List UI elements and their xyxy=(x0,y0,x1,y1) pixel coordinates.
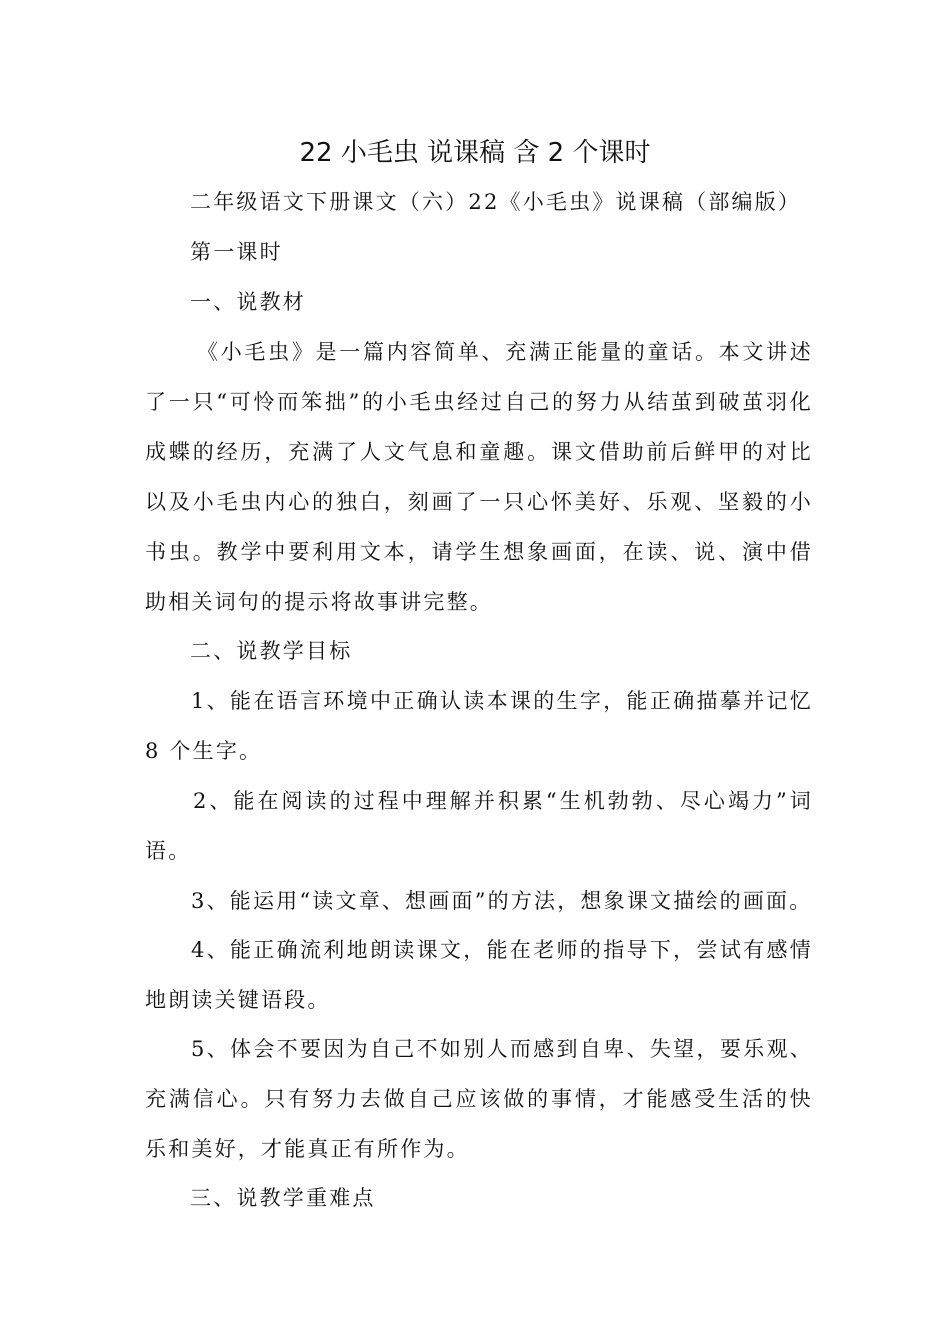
goal-item-4: 4、能正确流利地朗读课文，能在老师的指导下，尝试有感情地朗读关键语段。 xyxy=(145,938,813,1012)
goal-item-3: 3、能运用“读文章、想画面”的方法，想象课文描绘的画面。 xyxy=(191,889,813,913)
section-heading-materials: 一、说教材 xyxy=(190,290,306,314)
lesson-heading: 第一课时 xyxy=(190,240,283,264)
section-heading-goals: 二、说教学目标 xyxy=(190,639,353,663)
section-heading-key-points: 三、说教学重难点 xyxy=(190,1186,376,1210)
goal-item-1: 1、能在语言环境中正确认读本课的生字，能正确描摹并记忆 8 个生字。 xyxy=(145,689,813,763)
document-title: 22 小毛虫 说课稿 含 2 个课时 xyxy=(299,138,651,168)
goal-item-5: 5、体会不要因为自己不如别人而感到自卑、失望，要乐观、充满信心。只有努力去做自己应该做的事情，才能感受生活的快乐和美好，才能真正有所作为。 xyxy=(145,1037,813,1161)
goal-item-2: 2、能在阅读的过程中理解并积累“生机勃勃、尽心竭力”词语。 xyxy=(145,789,813,863)
document-subtitle: 二年级语文下册课文（六）22《小毛虫》说课稿（部编版） xyxy=(190,190,802,214)
section-body-materials: 《小毛虫》是一篇内容简单、充满正能量的童话。本文讲述了一只“可怜而笨拙”的小毛虫经过自己的努力从结茧到破茧羽化成蝶的经历，充满了人文气息和童趣。课文借助前后鲜甲的对比以及小毛虫内心的独白，刻画了一只心怀美好、乐观、坚毅的小书虫。教学中要利用文本，请学生想象画面，在读、说、演中借助相关词句的提示将故事讲完整。 xyxy=(145,340,813,614)
